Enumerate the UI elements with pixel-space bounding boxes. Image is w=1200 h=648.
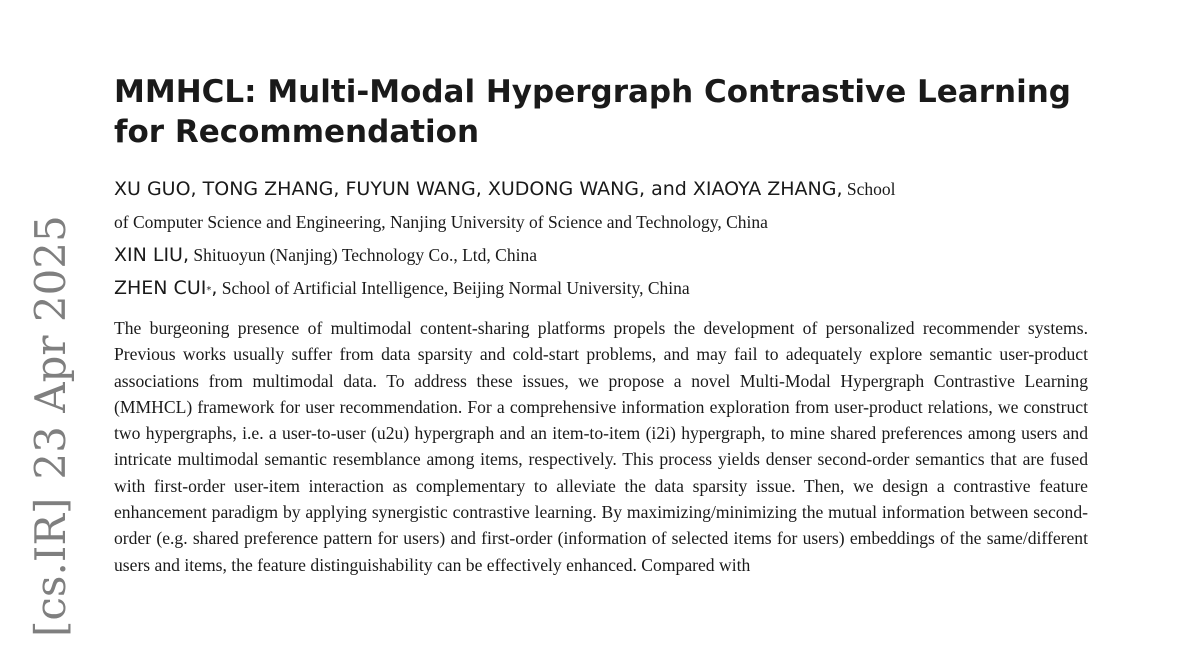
author-names bbox=[114, 277, 217, 299]
author-affiliation: School of Artificial Intelligence, Beijing Normal University, China bbox=[217, 278, 690, 298]
abstract: The burgeoning presence of multimodal content-sharing platforms propels the development of personalized recommender systems. Previous works usually suffer from data sparsity and cold-start problems, and may fail to adequately explore semantic user-product associations from multimodal data. To address these issues, we propose a novel Multi-Modal Hypergraph Contrastive Learning (MMHCL) framework for user recommendation. For a comprehensive information exploration from user-product relations, we construct two hypergraphs, i.e. a user-to-user (u2u) hypergraph and an item-to-item (i2i) hypergraph, to mine shared preferences among users and intricate multimodal semantic resemblance among items, respectively. This process yields denser second-order semantics that are fused with first-order user-item interaction as complementary to alleviate the data sparsity issue. Then, we design a contrastive feature enhancement paradigm by applying synergistic contrastive learning. By maximizing/minimizing the mutual information between second-order (e.g. shared preference pattern for users) and first-order (information of selected items for users) embeddings of the same/different users and items, the feature distinguishability can be effectively enhanced. Compared with bbox=[114, 318, 1088, 575]
corresponding-author-marker: * bbox=[206, 285, 212, 296]
author-name-suffix: , bbox=[211, 277, 218, 299]
author-names: XU GUO, TONG ZHANG, FUYUN WANG, XUDONG WANG, and XIAOYA ZHANG, bbox=[114, 178, 843, 200]
author-line-4 bbox=[114, 272, 1094, 305]
author-line-3 bbox=[114, 239, 1094, 272]
author-line-1 bbox=[114, 173, 1094, 206]
author-affiliation: Shituoyun (Nanjing) Technology Co., Ltd, China bbox=[189, 245, 537, 265]
arxiv-stamp bbox=[26, 215, 75, 637]
author-name: ZHEN CUI bbox=[114, 277, 207, 299]
author-affiliation: School bbox=[842, 179, 896, 199]
author-line-2: of Computer Science and Engineering, Nanjing University of Science and Technology, China bbox=[114, 212, 768, 232]
paper-title: MMHCL: Multi-Modal Hypergraph Contrastive Learning for Recommendation bbox=[114, 74, 1071, 150]
arxiv-category: [cs.IR] bbox=[26, 497, 75, 637]
arxiv-date: 23 Apr 2025 bbox=[26, 215, 75, 480]
author-names: XIN LIU, bbox=[114, 244, 190, 266]
author-block bbox=[114, 173, 1094, 305]
